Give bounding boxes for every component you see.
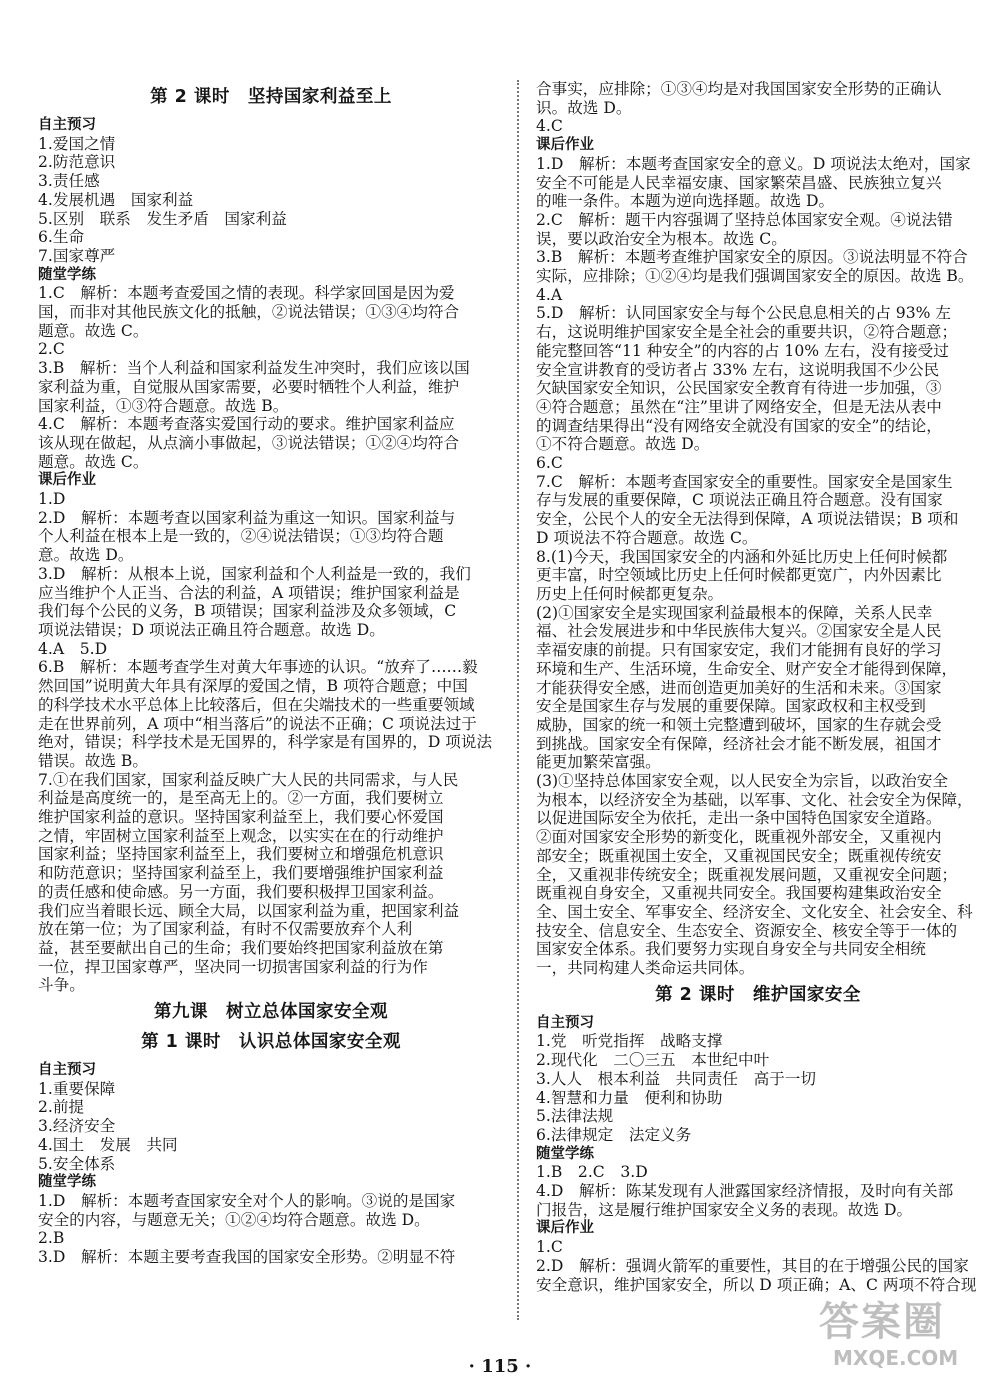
answer-line: 6.B 解析：本题考查学生对黄大年事迹的认识。“放弃了……毅 [38,658,478,677]
answer-line: 5.区别 联系 发生矛盾 国家利益 [38,209,287,228]
answer-line: 1.C [536,1238,563,1257]
subsection-heading: 课后作业 [38,472,96,489]
answer-line: 环境和生产、生活环境，生命安全、财产安全才能得到保障， [536,659,958,678]
answer-line: 安全，公民个人的安全无法得到保障，A 项说法错误；B 项和 [536,510,959,529]
right-column [536,80,980,1294]
subsection-heading: 自主预习 [536,1014,594,1031]
answer-line: 4.A 5.D [38,639,108,658]
subsection-heading: 自主预习 [38,1062,96,1079]
subsection-heading: 课后作业 [536,137,594,154]
answer-line: 3.D 解析：从根本上说，国家利益和个人利益是一致的，我们 [38,564,471,583]
answer-line: 存与发展的重要保障，C 项说法正确且符合题意。没有国家 [536,491,943,510]
answer-line: 4.D 解析：陈某发现有人泄露国家经济情报，及时向有关部 [536,1182,954,1201]
answer-line: 家利益为重，自觉服从国家需要，必要时牺牲个人利益，维护 [38,377,460,396]
answer-line: 我们每个公民的义务，B 项错误；国家利益涉及众多领域，C [38,602,457,621]
answer-line: 1.D 解析：本题考查国家安全的意义。D 项说法太绝对，国家 [536,154,971,173]
answer-line: 6.C [536,454,563,473]
answer-line: 的责任感和使命感。另一方面，我们要积极捍卫国家利益。 [38,882,444,901]
answer-line: 2.B [38,1229,65,1248]
answer-line: 5.安全体系 [38,1154,116,1173]
answer-line: 应当维护个人正当、合法的利益，A 项错误；维护国家利益是 [38,583,460,602]
answer-line: 3.B 解析：本题考查维护国家安全的原因。③说法明显不符合 [536,248,968,267]
answer-line: 国家利益，①③符合题意。故选 B。 [38,396,289,415]
answer-line: 合事实，应排除；①③④均是对我国国家安全形势的正确认 [536,80,942,98]
answer-line: 该从现在做起，从点滴小事做起，③说法错误；①②④均符合 [38,433,460,452]
answer-line: 为根本，以经济安全为基础，以军事、文化、社会安全为保障， [536,790,973,809]
answer-line: 利益是高度统一的，是至高无上的。②一方面，我们要树立 [38,789,444,808]
answer-line: 5.D 解析：认同国家安全与每个公民息息相关的占 93% 左 [536,304,952,323]
column-divider [517,80,519,1320]
answer-line: 部安全；既重视国土安全，又重视国民安全；既重视传统安 [536,846,942,865]
answer-line: 能完整回答“11 种安全”的内容的占 10% 左右，没有接受过 [536,341,949,360]
subsection-heading: 自主预习 [38,117,96,133]
answer-line: 幸福安康的前提。只有国家安定，我们才能拥有良好的学习 [536,641,942,660]
answer-line: 我们应当着眼长远、顾全大局，以国家利益为重，把国家利益 [38,901,460,920]
watermark-text: 答案圈 [819,1299,945,1345]
answer-line: ④符合题意；虽然在“注”里讲了网络安全，但是无法从表中 [536,397,942,416]
answer-line: 斗争。 [38,976,85,995]
answer-line: 安全不可能是人民幸福安康、国家繁荣昌盛、民族独立复兴 [536,173,942,192]
answer-line: 3.D 解析：本题主要考查我国的国家安全形势。②明显不符 [38,1248,456,1267]
page-number: · 115 · [468,1356,532,1377]
section-title: 第 1 课时 认识总体国家安全观 [141,1032,401,1053]
section-title: 第 2 课时 坚持国家利益至上 [150,87,392,107]
answer-line: 4.智慧和力量 便利和协助 [536,1088,723,1107]
answer-line: 1.重要保障 [38,1079,116,1098]
answer-line: 安全意识，维护国家安全，所以 D 项正确；A、C 两项不符合现 [536,1275,977,1294]
watermark-logo [815,1290,990,1380]
answer-line: (3)①坚持总体国家安全观，以人民安全为宗旨，以政治安全 [536,772,948,791]
answer-line: 然回国”说明黄大年具有深厚的爱国之情，B 项符合题意；中国 [38,677,468,696]
answer-line: 5.法律法规 [536,1107,614,1126]
answer-line: (2)①国家安全是实现国家利益最根本的保障，关系人民幸 [536,603,933,622]
answer-line: 6.生命 [38,228,85,247]
answer-line: 安全的内容，与题意无关；①②④均符合题意。故选 D。 [38,1210,430,1229]
answer-line: 既重视自身安全，又重视共同安全。我国要构建集政治安全 [536,884,942,903]
answer-line: 3.人人 根本利益 共同责任 高于一切 [536,1069,816,1088]
left-column [38,80,504,1267]
answer-line: 3.责任感 [38,172,100,191]
subsection-heading: 课后作业 [536,1220,594,1237]
answer-line: 2.C [38,340,65,359]
answer-line: 安全宣讲教育的受访者占 33% 左右，这说明我国不少公民 [536,360,940,379]
answer-line: 国，而非对其他民族文化的抵触，②说法错误；①③④均符合 [38,303,460,322]
answer-line: 4.C 解析：本题考查落实爱国行动的要求。维护国家利益应 [38,415,455,434]
answer-line: ①不符合题意。故选 D。 [536,435,710,454]
answer-line: 威胁，国家的统一和领土完整遭到破坏，国家的生存就会受 [536,715,942,734]
answer-line: 3.B 解析：当个人利益和国家利益发生冲突时，我们应该以国 [38,359,470,378]
answer-line: 全，又重视非传统安全；既重视发展问题，又重视安全问题； [536,865,958,884]
answer-line: 识。故选 D。 [536,98,632,117]
answer-line: 国家利益；坚持国家利益至上，我们要树立和增强危机意识 [38,845,444,864]
section-title: 第 2 课时 维护国家安全 [655,984,861,1005]
answer-line: 2.现代化 二〇三五 本世纪中叶 [536,1051,770,1070]
answer-line: 误，要以政治安全为根本。故选 C。 [536,229,787,248]
answer-line: 福、社会发展进步和中华民族伟大复兴。②国家安全是人民 [536,622,942,641]
answer-line: 益，甚至要献出自己的生命；我们要始终把国家利益放在第 [38,938,444,957]
answer-line: 4.国土 发展 共同 [38,1135,178,1154]
answer-line: 技安全、信息安全、生态安全、资源安全、核安全等于一体的 [536,921,958,940]
answer-line: 7.国家尊严 [38,246,116,265]
answer-line: 8.(1)今天，我国国家安全的内涵和外延比历史上任何时候都 [536,547,948,566]
answer-line: 项说法错误；D 项说法正确且符合题意。故选 D。 [38,620,385,639]
answer-line: 错误。故选 B。 [38,751,148,770]
answer-line: 欠缺国家安全知识，公民国家安全教育有待进一步加强，③ [536,379,942,398]
answer-line: 的科学技术水平总体上比较落后，但在尖端技术的一些重要领域 [38,695,475,714]
answer-line: 1.D 解析：本题考查国家安全对个人的影响。③说的是国家 [38,1191,456,1210]
answer-line: 能更加繁荣富强。 [536,753,661,772]
answer-line: 之情，牢固树立国家利益至上观念，以实实在在的行动维护 [38,826,444,845]
answer-line: 2.C 解析：题干内容强调了坚持总体国家安全观。④说法错 [536,210,953,229]
answer-line: 的唯一条件。本题为逆向选择题。故选 D。 [536,192,835,211]
answer-line: 2.D 解析：本题考查以国家利益为重这一知识。国家利益与 [38,508,456,527]
subsection-heading: 随堂学练 [38,1174,96,1191]
answer-line: 和防范意识；坚持国家利益至上，我们要增强维护国家利益 [38,864,444,883]
answer-line: 1.D [38,490,66,509]
subsection-heading: 随堂学练 [38,266,96,283]
answer-line: 3.经济安全 [38,1117,116,1136]
answer-line: 全、国土安全、军事安全、经济安全、文化安全、社会安全、科 [536,902,973,921]
answer-line: 一，共同构建人类命运共同体。 [536,959,755,978]
answer-line: 4.发展机遇 国家利益 [38,190,194,209]
answer-line: 安全是国家生存与发展的重要保障。国家政权和主权受到 [536,697,926,716]
answer-line: 个人利益在根本上是一致的，②④说法错误；①③均符合题 [38,527,444,546]
answer-line: 2.防范意识 [38,153,116,172]
section-title: 第九课 树立总体国家安全观 [154,1002,388,1023]
answer-line: 4.A [536,285,563,304]
answer-line: 1.爱国之情 [38,134,116,153]
answer-line: 到挑战。国家安全有保障，经济社会才能不断发展，祖国才 [536,734,942,753]
answer-line: 1.党 听党指挥 战略支撑 [536,1032,723,1051]
answer-line: D 项说法不符合题意。故选 C。 [536,528,758,547]
answer-line: 1.B 2.C 3.D [536,1163,648,1182]
answer-line: 7.①在我们国家，国家利益反映广大人民的共同需求，与人民 [38,770,459,789]
answer-line: 6.法律规定 法定义务 [536,1125,692,1144]
answer-line: 实际，应排除；①②④均是我们强调国家安全的原因。故选 B。 [536,267,974,286]
answer-line: 4.C [536,117,563,136]
answer-line: 国家安全体系。我们要努力实现自身安全与共同安全相统 [536,940,926,959]
answer-line: 一位，捍卫国家尊严，坚决同一切损害国家利益的行为作 [38,957,428,976]
answer-line: 1.C 解析：本题考查爱国之情的表现。科学家回国是因为爱 [38,284,455,303]
answer-line: ②面对国家安全形势的新变化，既重视外部安全，又重视内 [536,828,942,847]
answer-line: 7.C 解析：本题考查国家安全的重要性。国家安全是国家生 [536,472,953,491]
answer-line: 右，这说明维护国家安全是全社会的重要共识，②符合题意； [536,323,958,342]
answer-line: 才能获得安全感，进而创造更加美好的生活和未来。③国家 [536,678,942,697]
answer-line: 走在世界前列，A 项中“相当落后”的说法不正确；C 项说法过于 [38,714,477,733]
answer-line: 放在第一位；为了国家利益，有时不仅需要放弃个人利 [38,920,413,939]
answer-line: 历史上任何时候都更复杂。 [536,584,724,603]
answer-line: 的调查结果得出“没有网络安全就没有国家的安全”的结论， [536,416,942,435]
answer-line: 维护国家利益的意识。坚持国家利益至上，我们要心怀爱国 [38,808,444,827]
answer-line: 2.前提 [38,1098,85,1117]
answer-line: 绝对，错误；科学技术是无国界的，科学家是有国界的，D 项说法 [38,733,493,752]
answer-line: 以促进国际安全为依托，走出一条中国特色国家安全道路。 [536,809,942,828]
subsection-heading: 随堂学练 [536,1145,594,1162]
answer-line: 2.D 解析：强调火箭军的重要性，其目的在于增强公民的国家 [536,1256,969,1275]
answer-line: 题意。故选 C。 [38,452,149,471]
answer-line: 意。故选 D。 [38,546,134,565]
watermark-url: MXQE.COM [833,1346,959,1370]
answer-line: 更丰富，时空领域比历史上任何时候都更宽广，内外因素比 [536,566,942,585]
answer-line: 题意。故选 C。 [38,321,149,340]
answer-line: 门报告，这是履行维护国家安全义务的表现。故选 D。 [536,1200,913,1219]
